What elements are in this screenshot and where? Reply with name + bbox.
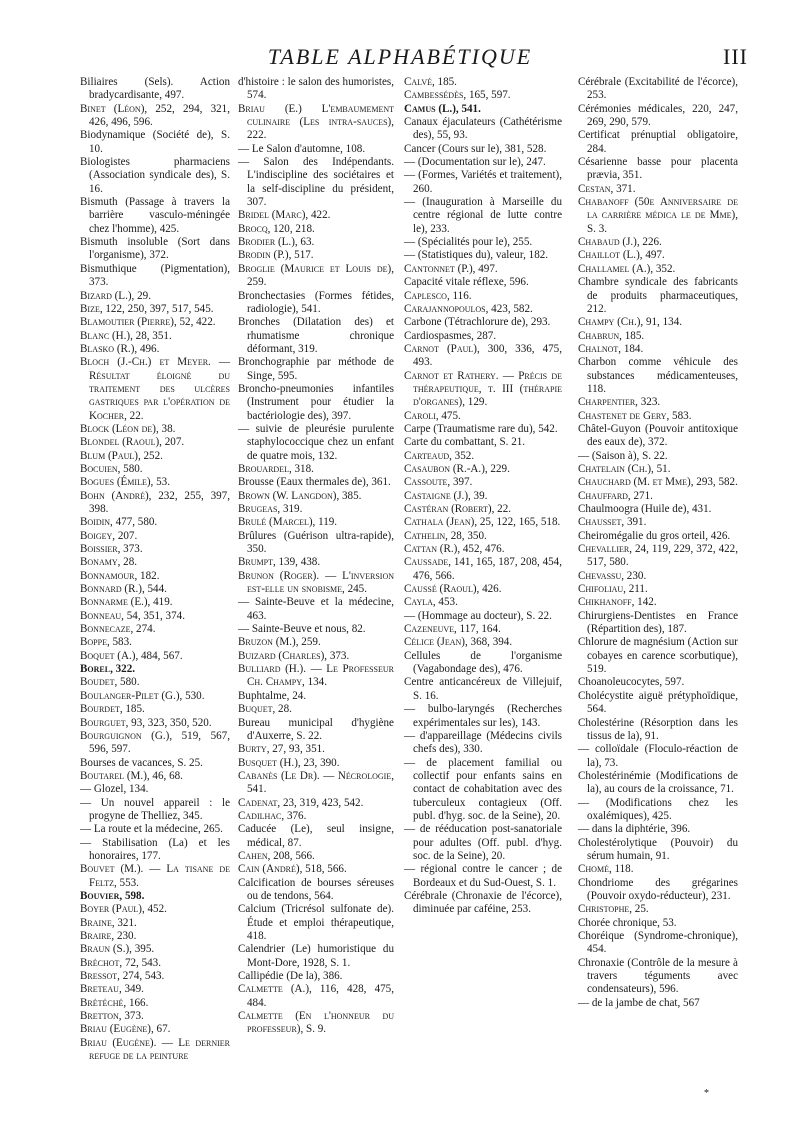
index-entry: Charpentier, 323. bbox=[578, 396, 661, 409]
index-entry: Bronches (Dilatation des) et rhumatisme chronique déformant, 319. bbox=[238, 316, 394, 355]
index-column-4 bbox=[578, 76, 738, 1010]
index-entry: Biodynamique (Société de), S. 10. bbox=[80, 129, 230, 155]
index-entry: Calvé, 185. bbox=[404, 76, 457, 88]
index-entry: Bouvet (M.). — La tisane de Feltz, 553. bbox=[80, 863, 230, 889]
index-entry: Chambre syndicale des fabricants de produits pharmaceutiques, 212. bbox=[578, 276, 738, 315]
index-entry: — (Spécialités pour le), 255. bbox=[404, 236, 533, 249]
index-entry: Cérémonies médicales, 220, 247, 269, 290, 579. bbox=[578, 102, 738, 129]
index-entry: — colloïdale (Floculo-réaction de la), 73. bbox=[578, 743, 738, 769]
index-entry: — Glozel, 134. bbox=[80, 783, 149, 796]
index-entry: Bonnamour, 182. bbox=[80, 569, 160, 582]
index-entry: Césarienne basse pour placenta prævia, 351. bbox=[578, 156, 738, 182]
index-entry: Bourguignon (G.), 519, 567, 596, 597. bbox=[80, 729, 230, 756]
index-column-2 bbox=[238, 76, 394, 1037]
index-entry: Boulanger-Pilet (G.), 530. bbox=[80, 689, 205, 702]
index-entry: Calendrier (Le) humoristique du Mont-Dore, 1928, S. 1. bbox=[238, 943, 394, 969]
index-entry: — bulbo-laryngés (Recherches expérimentales sur les), 143. bbox=[404, 703, 562, 729]
index-entry: Bize, 122, 250, 397, 517, 545. bbox=[80, 302, 214, 315]
index-entry: Christophe, 25. bbox=[578, 903, 649, 916]
index-entry: Briau (Eugène). — Le dernier refuge de la peinture bbox=[80, 1036, 230, 1063]
index-entry: — suivie de pleurésie purulente staphylococcique chez un enfant de quatre mois, 132. bbox=[238, 422, 394, 462]
index-column-1 bbox=[80, 76, 230, 1063]
index-entry: Briau (Eugène), 67. bbox=[80, 1023, 171, 1036]
index-entry: Chastenet de Gery, 583. bbox=[578, 409, 692, 422]
index-entry: Carteaud, 352. bbox=[404, 449, 475, 462]
index-entry: Bridel (Marc), 422. bbox=[238, 209, 331, 222]
index-entry: Brouardel, 318. bbox=[238, 462, 314, 475]
index-entry: Calcium (Tricrésol sulfonate de). Étude et emploi thérapeutique, 418. bbox=[238, 903, 394, 942]
index-entry: Caroli, 475. bbox=[404, 409, 461, 422]
index-entry: — (Formes, Variétés et traitement), 260. bbox=[404, 169, 562, 195]
index-entry: Block (Léon de), 38. bbox=[80, 422, 176, 435]
index-entry: Cambessédès, 165, 597. bbox=[404, 89, 511, 102]
index-entry: — (Saison à), S. 22. bbox=[578, 449, 668, 462]
index-entry: Chondriome des grégarines (Pouvoir oxydo-réducteur), 231. bbox=[578, 876, 738, 902]
index-entry: Braire, 230. bbox=[80, 930, 137, 942]
index-entry: Cathala (Jean), 25, 122, 165, 518. bbox=[404, 516, 561, 529]
index-entry: Caussade, 141, 165, 187, 208, 454, 476, 566. bbox=[404, 556, 563, 582]
index-entry: Caplesco, 116. bbox=[404, 289, 472, 302]
index-entry: Callipédie (De la), 386. bbox=[238, 970, 343, 983]
index-column-3 bbox=[404, 76, 562, 917]
index-entry: Cholestérinémie (Modifications de la), au cours de la croissance, 71. bbox=[578, 769, 738, 796]
index-entry: Carnot et Rathery. — Précis de thérapeutique, t. III (thérapie d'organes), 129. bbox=[404, 369, 562, 409]
index-entry: Caducée (Le), seul insigne, médical, 87. bbox=[238, 823, 394, 849]
index-entry: Camus (L.), 541. bbox=[404, 102, 481, 115]
index-entry: Brumpt, 139, 438. bbox=[238, 556, 321, 569]
index-entry: Chauchard (M. et Mme), 293, 582. bbox=[578, 476, 738, 489]
index-entry: Bressot, 274, 543. bbox=[80, 970, 165, 983]
index-entry: — (Inauguration à Marseille du centre régional de lutte contre le), 233. bbox=[404, 196, 562, 235]
index-entry: Carte du combattant, S. 21. bbox=[404, 436, 526, 449]
index-entry: Buizard (Charles), 373. bbox=[238, 649, 350, 662]
index-entry: — d'appareillage (Médecins civils chefs des), 330. bbox=[404, 729, 562, 756]
index-entry: d'histoire : le salon des humoristes, 574. bbox=[238, 76, 394, 102]
index-entry: Chifoliau, 211. bbox=[578, 583, 648, 596]
index-entry: Cholécystite aiguë prétyphoïdique, 564. bbox=[578, 689, 738, 716]
index-entry: Casaubon (R.-A.), 229. bbox=[404, 462, 510, 475]
index-entry: Bohn (André), 232, 255, 397, 398. bbox=[80, 489, 230, 515]
index-entry: Chabanoff (50e Anniversaire de la carrière médica le de Mme), S. 3. bbox=[578, 196, 738, 235]
index-entry: Bismuth (Passage à travers la barrière vasculo-méningée chez l'homme), 425. bbox=[80, 196, 230, 235]
index-entry: Boutarel (M.), 46, 68. bbox=[80, 769, 183, 782]
index-entry: Cayla, 453. bbox=[404, 596, 458, 609]
index-entry: Chabrun, 185. bbox=[578, 329, 645, 342]
index-entry: Cabanès (Le Dr). — Nécrologie, 541. bbox=[238, 769, 394, 796]
index-entry: Cardiospasmes, 287. bbox=[404, 329, 497, 342]
index-entry: Bonamy, 28. bbox=[80, 556, 138, 569]
index-entry: Calcification de bourses séreuses ou de tendons, 564. bbox=[238, 876, 394, 902]
page-number: III bbox=[723, 44, 748, 69]
index-entry: — (Documentation sur le), 247. bbox=[404, 156, 546, 169]
index-entry: Cazeneuve, 117, 164. bbox=[404, 623, 501, 636]
index-entry: Challamel (A.), 352. bbox=[578, 262, 676, 275]
index-entry: Châtel-Guyon (Pouvoir antitoxique des eaux de), 372. bbox=[578, 422, 738, 449]
index-entry: Brodier (L.), 63. bbox=[238, 236, 315, 249]
index-entry: Carbone (Tétrachlorure de), 293. bbox=[404, 316, 551, 329]
index-entry: Cadenat, 23, 319, 423, 542. bbox=[238, 796, 364, 809]
index-entry: Chevallier, 24, 119, 229, 372, 422, 517, 580. bbox=[578, 543, 738, 569]
index-entry: Chomé, 118. bbox=[578, 863, 634, 876]
index-entry: Cadilhac, 376. bbox=[238, 809, 307, 822]
index-entry: — Un nouvel appareil : le progyne de Thelliez, 345. bbox=[80, 796, 230, 822]
index-entry: Brétéché, 166. bbox=[80, 996, 149, 1009]
index-entry: Bourguet, 93, 323, 350, 520. bbox=[80, 716, 212, 729]
index-entry: Cérébrale (Excitabilité de l'écorce), 253. bbox=[578, 76, 738, 102]
index-entry: — (Modifications chez les oxalémiques), 425. bbox=[578, 796, 738, 822]
index-entry: Canaux éjaculateurs (Cathétérisme des), 55, 93. bbox=[404, 116, 562, 142]
index-entry: Blondel (Raoul), 207. bbox=[80, 436, 185, 449]
index-entry: — de la jambe de chat, 567 bbox=[578, 996, 700, 1009]
index-entry: Choréique (Syndrome-chronique), 454. bbox=[578, 930, 738, 956]
index-entry: Broncho-pneumonies infantiles (Instrument pour étudier la bactériologie des), 397. bbox=[238, 382, 394, 422]
index-entry: Cellules de l'organisme (Vagabondage des), 476. bbox=[404, 649, 562, 676]
index-entry: Caussé (Raoul), 426. bbox=[404, 583, 502, 596]
page-title: TABLE ALPHABÉTIQUE bbox=[267, 44, 533, 69]
index-entry: Buquet, 28. bbox=[238, 703, 292, 716]
index-entry: Cheiromégalie du gros orteil, 426. bbox=[578, 529, 731, 542]
index-entry: Boudet, 580. bbox=[80, 676, 140, 689]
index-entry: Brown (W. Langdon), 385. bbox=[238, 489, 362, 502]
index-entry: Brodin (P.), 517. bbox=[238, 249, 314, 262]
index-entry: — de placement familial ou collectif pour enfants sains en contact de cohabitation avec des tuberculeux contagieux (Off. publ. d'hyg. soc. de la Seine), 20. bbox=[404, 756, 562, 822]
index-entry: Cattan (R.), 452, 476. bbox=[404, 543, 505, 556]
index-entry: Boquet (A.), 484, 567. bbox=[80, 649, 183, 662]
index-entry: Calmette (A.), 116, 428, 475, 484. bbox=[238, 983, 394, 1009]
index-entry: Blanc (H.), 28, 351. bbox=[80, 329, 172, 342]
page-header bbox=[0, 36, 800, 76]
index-entry: Cassoute, 397. bbox=[404, 476, 473, 489]
index-entry: Borel, 322. bbox=[80, 663, 136, 676]
index-entry: Cancer (Cours sur le), 381, 528. bbox=[404, 142, 547, 155]
index-entry: — Salon des Indépendants. L'indiscipline des sociétaires et la self-discipline du président, 307. bbox=[238, 156, 394, 209]
index-entry: Choanoleucocytes, 597. bbox=[578, 676, 685, 689]
index-entry: Cathelin, 28, 350. bbox=[404, 529, 487, 542]
index-entry: Cholestérolytique (Pouvoir) du sérum humain, 91. bbox=[578, 836, 738, 862]
index-entry: Cantonnet (P.), 497. bbox=[404, 262, 498, 275]
index-entry: Boppe, 583. bbox=[80, 636, 132, 649]
index-entry: Castaigne (J.), 39. bbox=[404, 489, 488, 502]
index-entry: Brulé (Marcel), 119. bbox=[238, 516, 338, 529]
index-entry: Brûlures (Guérison ultra-rapide), 350. bbox=[238, 529, 394, 556]
index-entry: — régional contre le cancer ; de Bordeaux et du Sud-Ouest, S. 1. bbox=[404, 863, 562, 889]
index-entry: Carajannopoulos, 423, 582. bbox=[404, 302, 533, 315]
index-entry: Bonnard (R.), 544. bbox=[80, 583, 167, 596]
index-entry: Bloch (J.-Ch.) et Meyer. — Résultat éloigné du traitement des ulcères gastriques par l'opération de Kocher, 22. bbox=[80, 356, 230, 422]
index-entry: Chabaud (J.), 226. bbox=[578, 236, 662, 249]
index-entry: Cholestérine (Résorption dans les tissus de la), 91. bbox=[578, 716, 738, 742]
index-entry: — (Statistiques du), valeur, 182. bbox=[404, 249, 549, 262]
index-entry: Cérébrale (Chronaxie de l'écorce), diminuée par caféine, 253. bbox=[404, 889, 562, 916]
index-entry: Bismuth insoluble (Sort dans l'organisme), 372. bbox=[80, 236, 230, 262]
index-entry: — Sainte-Beuve et la médecine, 463. bbox=[238, 596, 394, 622]
index-entry: Cahen, 208, 566. bbox=[238, 849, 315, 862]
index-entry: Célice (Jean), 368, 394. bbox=[404, 636, 513, 649]
index-entry: Brugeas, 319. bbox=[238, 503, 303, 515]
index-entry: Bocuien, 580. bbox=[80, 462, 143, 475]
index-entry: Chevassu, 230. bbox=[578, 569, 647, 582]
index-entry: Calmette (En l'honneur du professeur), S. 9. bbox=[238, 1010, 394, 1036]
index-entry: Chaulmoogra (Huile de), 431. bbox=[578, 503, 712, 515]
index-entry: — de rééducation post-sanatoriale pour adultes (Off. publ. d'hyg. soc. de la Seine), 20. bbox=[404, 823, 562, 862]
index-entry: — dans la diphtérie, 396. bbox=[578, 823, 691, 836]
index-entry: Bouvier, 598. bbox=[80, 889, 145, 902]
index-entry: Bogues (Émile), 53. bbox=[80, 476, 170, 489]
index-entry: Bonnarme (E.), 419. bbox=[80, 596, 173, 609]
index-entry: Bonneau, 54, 351, 374. bbox=[80, 609, 185, 622]
index-entry: Bronchographie par méthode de Singe, 595. bbox=[238, 356, 394, 382]
index-entry: Bronchectasies (Formes fétides, radiologie), 541. bbox=[238, 289, 394, 315]
index-entry: Bruzon (M.), 259. bbox=[238, 636, 321, 649]
index-entry: Bréchot, 72, 543. bbox=[80, 956, 162, 969]
index-entry: Blasko (R.), 496. bbox=[80, 342, 160, 355]
index-entry: Brocq, 120, 218. bbox=[238, 222, 315, 235]
index-entry: — Sainte-Beuve et nous, 82. bbox=[238, 623, 366, 636]
index-entry: Cain (André), 518, 566. bbox=[238, 863, 347, 876]
index-entry: Breteau, 349. bbox=[80, 983, 144, 996]
index-entry: Biliaires (Sels). Action bradycardisante, 497. bbox=[80, 76, 230, 102]
index-entry: Carnot (Paul), 300, 336, 475, 493. bbox=[404, 342, 562, 369]
index-entry: Cestan, 371. bbox=[578, 182, 636, 195]
index-entry: Bourses de vacances, S. 25. bbox=[80, 756, 203, 769]
index-entry: Carpe (Traumatisme rare du), 542. bbox=[404, 422, 558, 435]
index-entry: Charbon comme véhicule des substances médicamenteuses, 118. bbox=[578, 356, 738, 395]
index-entry: Braun (S.), 395. bbox=[80, 943, 155, 956]
index-entry: Chausset, 391. bbox=[578, 516, 647, 529]
index-entry: Chorée chronique, 53. bbox=[578, 916, 677, 929]
index-entry: Briau (E.) L'embaumement culinaire (Les intra-sauces), 222. bbox=[238, 102, 394, 142]
index-entry: Braine, 321. bbox=[80, 916, 137, 929]
index-entry: Buphtalme, 24. bbox=[238, 689, 307, 702]
index-entry: Bourdet, 185. bbox=[80, 703, 145, 716]
index-entry: Brousse (Eaux thermales de), 361. bbox=[238, 476, 391, 489]
index-entry: Chalnot, 184. bbox=[578, 342, 644, 355]
index-entry: Boidin, 477, 580. bbox=[80, 516, 158, 529]
index-entry: Boyer (Paul), 452. bbox=[80, 903, 167, 916]
index-entry: Bulliard (H.). — Le Professeur Ch. Champy, 134. bbox=[238, 663, 394, 689]
index-entry: Certificat prénuptial obligatoire, 284. bbox=[578, 129, 738, 155]
index-entry: Burty, 27, 93, 351. bbox=[238, 743, 325, 756]
index-entry: Castéran (Robert), 22. bbox=[404, 503, 512, 515]
index-entry: Chauffard, 271. bbox=[578, 489, 653, 502]
index-entry: Biologistes pharmaciens (Association syndicale des), S. 16. bbox=[80, 156, 230, 195]
index-entry: Chatelain (Ch.), 51. bbox=[578, 462, 671, 475]
index-entry: — Stabilisation (La) et les honoraires, 177. bbox=[80, 836, 230, 862]
footer-mark: * bbox=[704, 1088, 709, 1099]
index-entry: Bureau municipal d'hygiène d'Auxerre, S. 22. bbox=[238, 716, 394, 742]
index-entry: Blamoutier (Pierre), 52, 422. bbox=[80, 316, 216, 329]
index-entry: Bonnecaze, 274. bbox=[80, 623, 156, 636]
index-entry: Boissier, 373. bbox=[80, 543, 143, 556]
index-entry: Chlorure de magnésium (Action sur cobayes en carence scorbutique), 519. bbox=[578, 636, 738, 676]
index-entry: Bismuthique (Pigmentation), 373. bbox=[80, 262, 230, 289]
index-entry: Bretton, 373. bbox=[80, 1010, 144, 1023]
index-entry: Chaillot (L.), 497. bbox=[578, 249, 665, 262]
index-entry: Chikhanoff, 142. bbox=[578, 596, 657, 609]
index-entry: Broglie (Maurice et Louis de), 259. bbox=[238, 262, 394, 289]
index-entry: Chronaxie (Contrôle de la mesure à travers téguments avec condensateurs), 596. bbox=[578, 956, 738, 996]
index-entry: Champy (Ch.), 91, 134. bbox=[578, 316, 683, 329]
index-entry: — Le Salon d'automne, 108. bbox=[238, 142, 366, 155]
index-entry: — (Hommage au docteur), S. 22. bbox=[404, 609, 552, 622]
index-entry: — La route et la médecine, 265. bbox=[80, 823, 223, 836]
index-entry: Brunon (Roger). — L'inversion est-elle un snobisme, 245. bbox=[238, 569, 394, 596]
index-entry: Chirurgiens-Dentistes en France (Répartition des), 187. bbox=[578, 609, 738, 636]
index-entry: Capacité vitale réflexe, 596. bbox=[404, 276, 529, 289]
index-entry: Bizard (L.), 29. bbox=[80, 289, 151, 302]
index-entry: Binet (Léon), 252, 294, 321, 426, 496, 596. bbox=[80, 102, 230, 129]
index-entry: Centre anticancéreux de Villejuif, S. 16. bbox=[404, 676, 562, 702]
index-entry: Blum (Paul), 252. bbox=[80, 449, 163, 462]
index-entry: Boigey, 207. bbox=[80, 529, 138, 542]
index-entry: Busquet (H.), 23, 390. bbox=[238, 756, 340, 769]
